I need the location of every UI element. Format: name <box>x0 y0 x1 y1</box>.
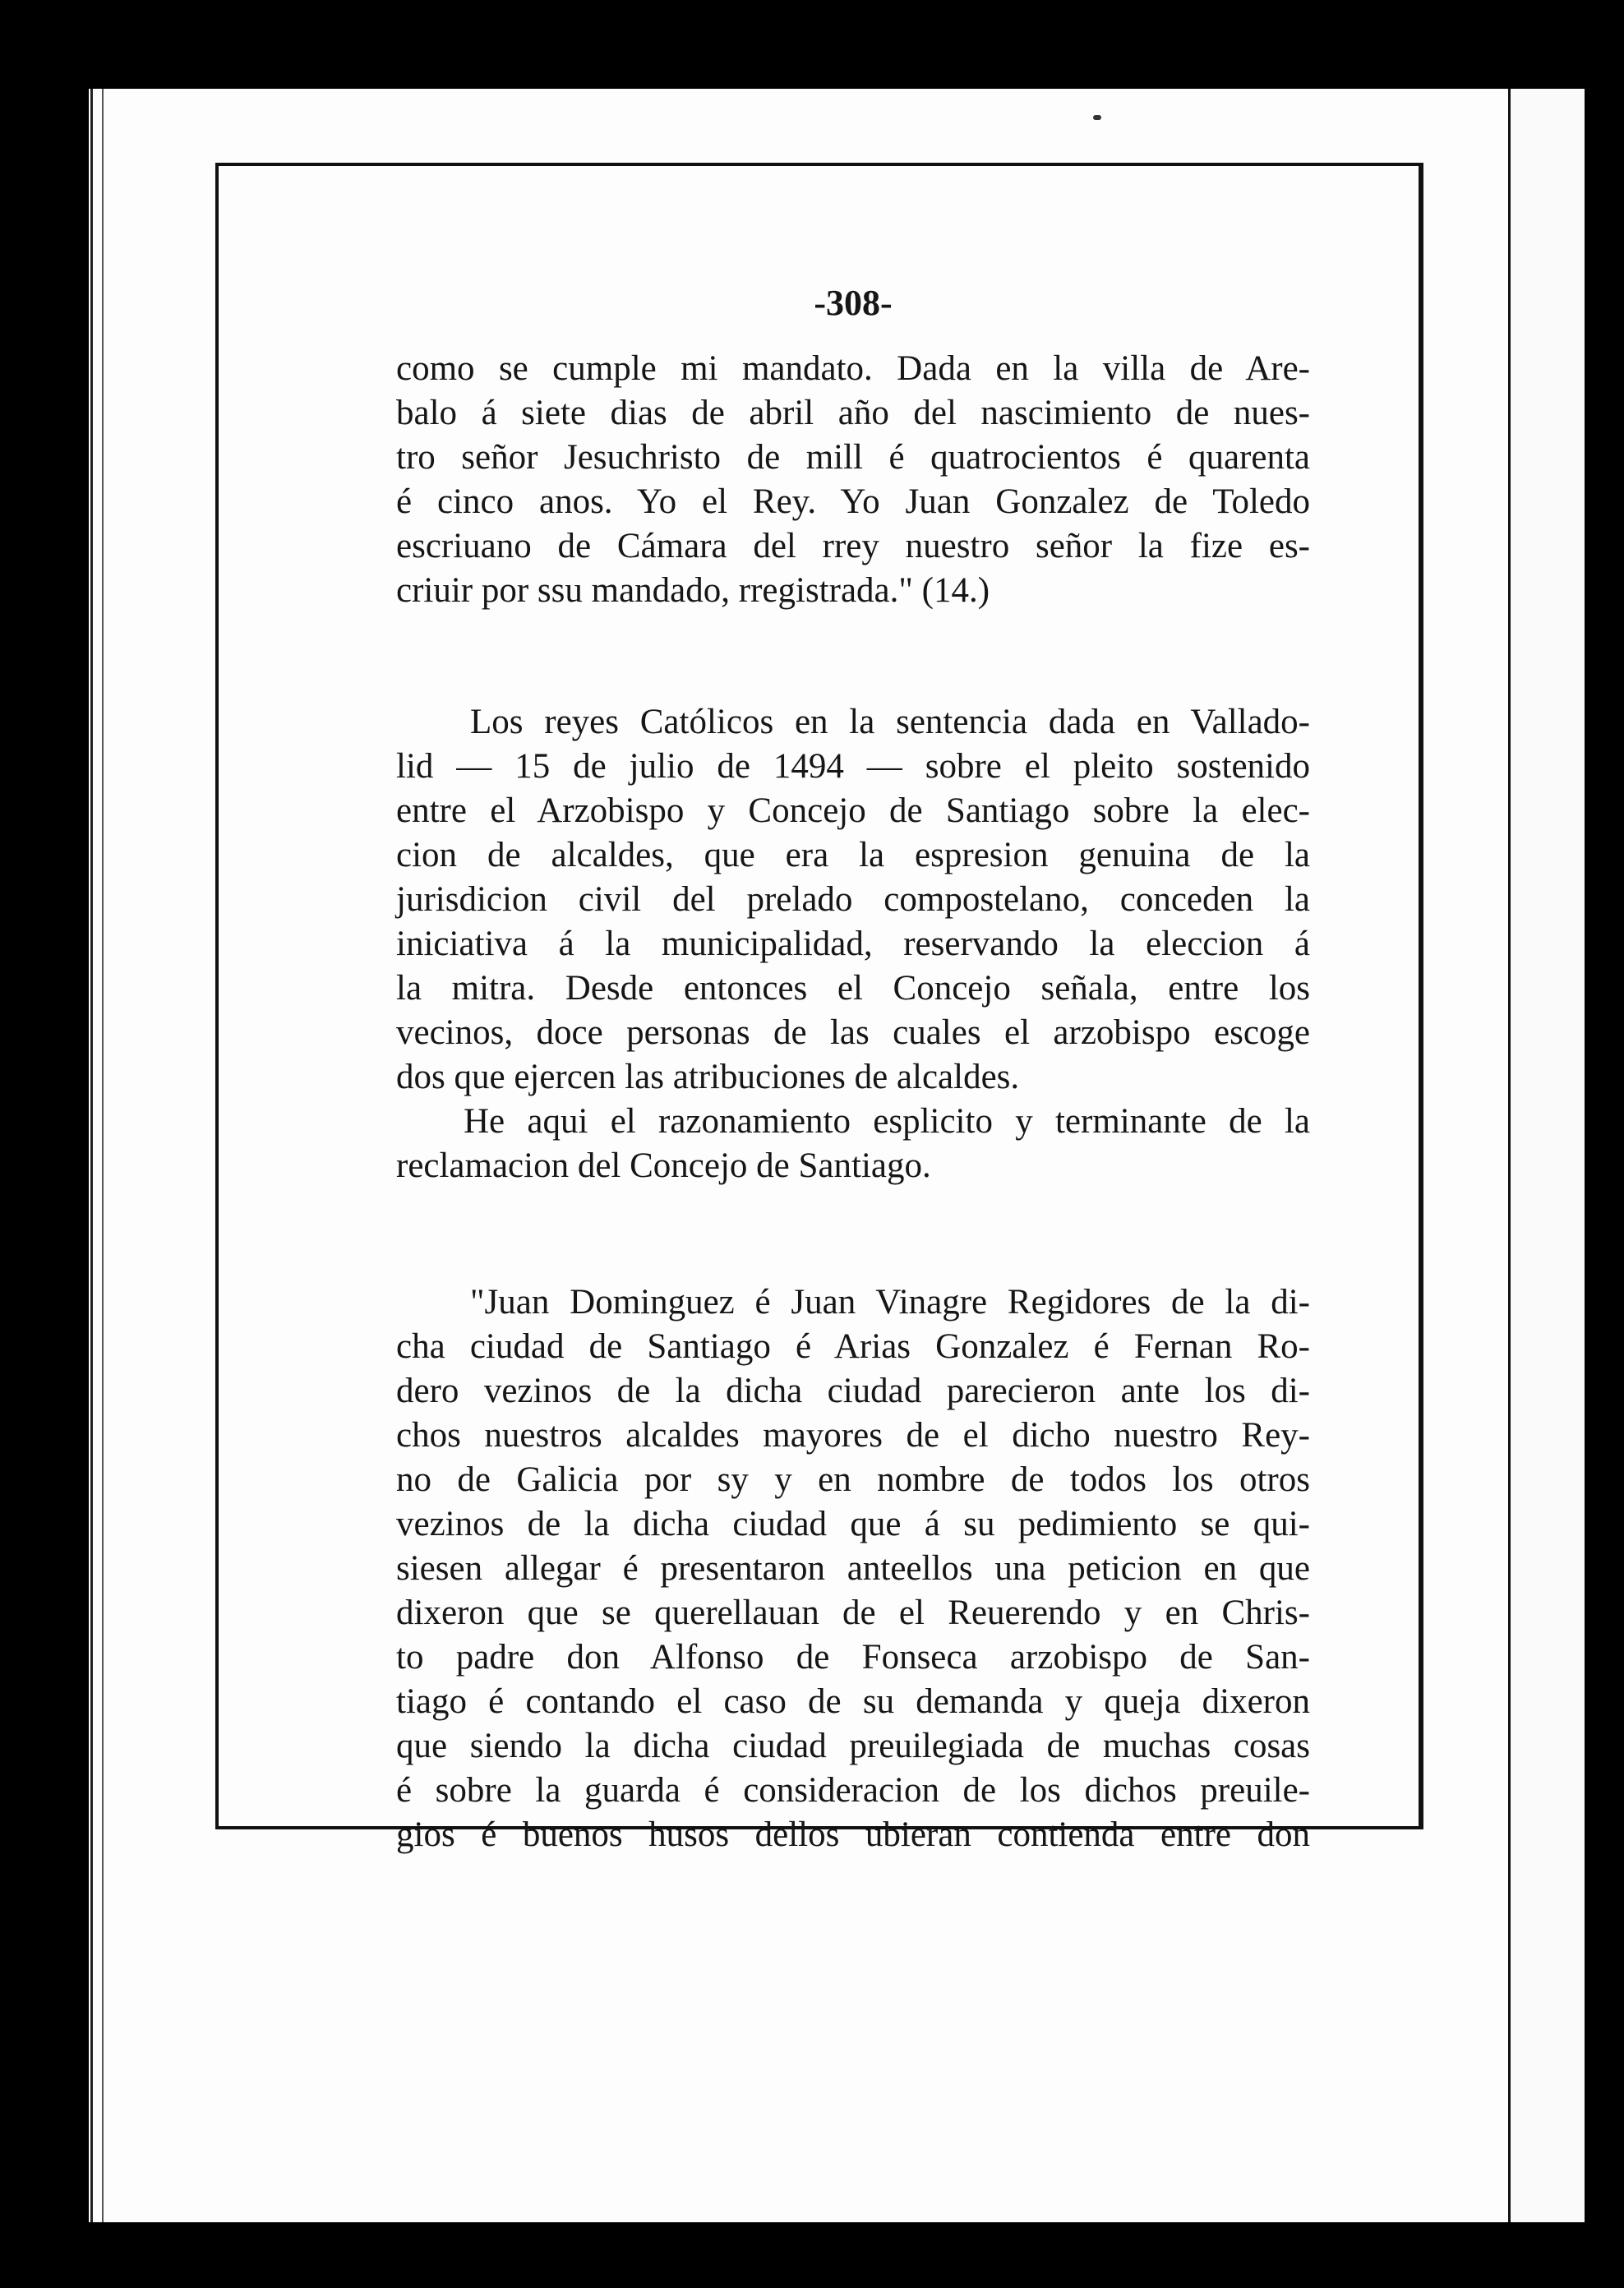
text-line: dixeron que se querellauan de el Reuerendo y en Chris- <box>396 1594 1310 1632</box>
text-line: balo á siete dias de abril año del nascimiento de nues- <box>396 394 1310 432</box>
paragraph-1 <box>396 347 1310 613</box>
text-line: no de Galicia por sy y en nombre de todos los otros <box>396 1460 1310 1499</box>
text-line: "Juan Dominguez é Juan Vinagre Regidores de la di- <box>470 1283 1310 1322</box>
text-line: dero vezinos de la dicha ciudad parecieron ante los di- <box>396 1372 1310 1410</box>
text-line: chos nuestros alcaldes mayores de el dicho nuestro Rey- <box>396 1416 1310 1455</box>
page-text <box>396 281 1310 1857</box>
text-line: criuir por ssu mandado, rregistrada." (14.) <box>396 571 990 610</box>
text-line: que siendo la dicha ciudad preuilegiada de muchas cosas <box>396 1727 1310 1765</box>
paragraph-2 <box>396 700 1310 1100</box>
text-line: siesen allegar é presentaron anteellos una peticion en que <box>396 1549 1310 1588</box>
text-line: é sobre la guarda é consideracion de los dichos preuile- <box>396 1771 1310 1810</box>
text-line: é cinco anos. Yo el Rey. Yo Juan Gonzalez de Toledo <box>396 482 1310 521</box>
text-line: tiago é contando el caso de su demanda y queja dixeron <box>396 1682 1310 1721</box>
text-line: vecinos, doce personas de las cuales el arzobispo escoge <box>396 1013 1310 1052</box>
text-line: Los reyes Católicos en la sentencia dada en Vallado- <box>470 703 1310 741</box>
paragraph-3 <box>396 1100 1310 1188</box>
text-line: lid — 15 de julio de 1494 — sobre el pleito sostenido <box>396 747 1310 786</box>
paragraph-4 <box>396 1280 1310 1857</box>
text-line: como se cumple mi mandato. Dada en la villa de Are- <box>396 349 1310 388</box>
text-line: vezinos de la dicha ciudad que á su pedimiento se qui- <box>396 1505 1310 1543</box>
text-line: to padre don Alfonso de Fonseca arzobispo de San- <box>396 1638 1310 1677</box>
text-line: tro señor Jesuchristo de mill é quatrocientos é quarenta <box>396 438 1310 477</box>
text-line: cha ciudad de Santiago é Arias Gonzalez é Fernan Ro- <box>396 1327 1310 1366</box>
text-line: dos que ejercen las atribuciones de alcaldes. <box>396 1058 1020 1096</box>
text-line: entre el Arzobispo y Concejo de Santiago sobre la elec- <box>396 791 1310 830</box>
text-line: la mitra. Desde entonces el Concejo señala, entre los <box>396 969 1310 1008</box>
text-line: gios é buenos husos dellos ubieran contienda entre don <box>396 1815 1310 1854</box>
text-line: He aqui el razonamiento esplicito y terminante de la <box>464 1102 1310 1141</box>
text-line: escriuano de Cámara del rrey nuestro señor la fize es- <box>396 527 1310 565</box>
text-line: iniciativa á la municipalidad, reservando la eleccion á <box>396 925 1310 963</box>
text-line: jurisdicion civil del prelado compostelano, conceden la <box>396 880 1310 919</box>
text-line: reclamacion del Concejo de Santiago. <box>396 1146 931 1185</box>
spine-shadow-inner <box>102 89 104 2222</box>
ink-speck <box>1093 115 1101 120</box>
page-number: -308- <box>814 283 893 323</box>
text-line: cion de alcaldes, que era la espresion genuina de la <box>396 836 1310 874</box>
spine-shadow <box>90 89 93 2222</box>
adjacent-page-edge <box>1508 89 1585 2222</box>
